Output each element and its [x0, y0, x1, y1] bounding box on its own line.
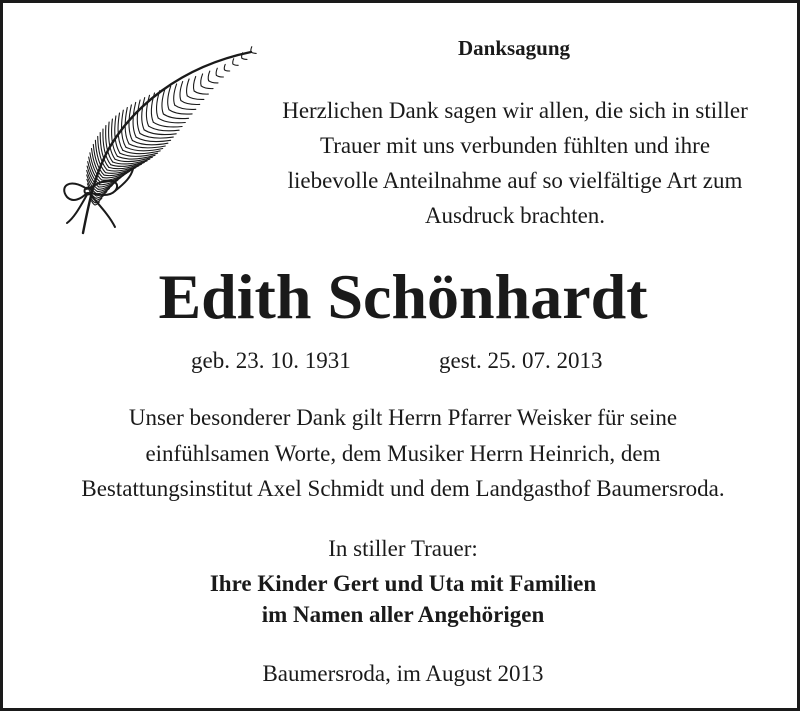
feather-barb	[209, 81, 218, 83]
feather-barb	[193, 77, 195, 92]
feather-barb	[208, 71, 210, 81]
notice-heading: Danksagung	[457, 36, 571, 60]
feather-barb	[201, 86, 213, 89]
intro-line: Ausdruck brachten.	[424, 203, 606, 228]
signers-block	[3, 568, 800, 630]
thanks-line: Bestattungsinstitut Axel Schmidt und dem Landgasthof Baumersroda.	[81, 476, 725, 501]
feather-barb	[162, 89, 165, 115]
feather-barb	[201, 74, 203, 86]
birth-date: geb. 23. 10. 1931	[191, 348, 351, 373]
feather-barb	[233, 59, 234, 64]
feather-barb	[174, 84, 177, 105]
feather-barb	[187, 96, 204, 100]
signer-line: Ihre Kinder Gert und Uta mit Familien	[209, 571, 597, 596]
feather-barb	[169, 110, 192, 114]
feather-barb	[180, 82, 183, 101]
feather-barb	[142, 98, 145, 130]
thanks-paragraph	[3, 400, 800, 507]
thanks-line: Unser besonderer Dank gilt Herrn Pfarrer Weisker für seine	[128, 405, 678, 430]
death-date: gest. 25. 07. 2013	[439, 348, 603, 373]
thanks-line: einfühlsamen Worte, dem Musiker Herrn Heinrich, dem	[145, 440, 661, 466]
mourning-label: In stiller Trauer:	[328, 536, 478, 561]
feather-barb	[175, 105, 196, 109]
feather-barb	[225, 70, 230, 71]
feather-barb	[137, 100, 140, 134]
feather-barb	[133, 102, 136, 137]
intro-line: Trauer mit uns verbunden fühlten und ihre	[319, 133, 711, 158]
intro-line: liebevolle Anteilnahme auf so vielfältige Art zum	[287, 168, 743, 193]
feather-barb	[168, 86, 171, 110]
feather-barb	[163, 114, 188, 119]
feather-barb	[216, 68, 217, 75]
place-and-date: Baumersroda, im August 2013	[262, 661, 544, 686]
feather-barb	[181, 101, 200, 105]
feather-barb	[194, 91, 208, 94]
feather-barb	[129, 105, 132, 141]
feather-with-ribbon-icon	[53, 37, 258, 237]
feather-barb	[242, 58, 247, 59]
feather-barb	[187, 79, 190, 96]
feather-barb	[224, 64, 225, 69]
intro-paragraph	[243, 93, 787, 233]
intro-line: Herzlichen Dank sagen wir allen, die sich in stiller	[282, 98, 748, 123]
feather-quill	[83, 52, 251, 233]
signer-line: im Namen aller Angehörigen	[261, 602, 545, 627]
feather-barb	[216, 75, 223, 77]
feather-barb	[233, 64, 238, 65]
deceased-name: Edith Schönhardt	[158, 261, 648, 332]
